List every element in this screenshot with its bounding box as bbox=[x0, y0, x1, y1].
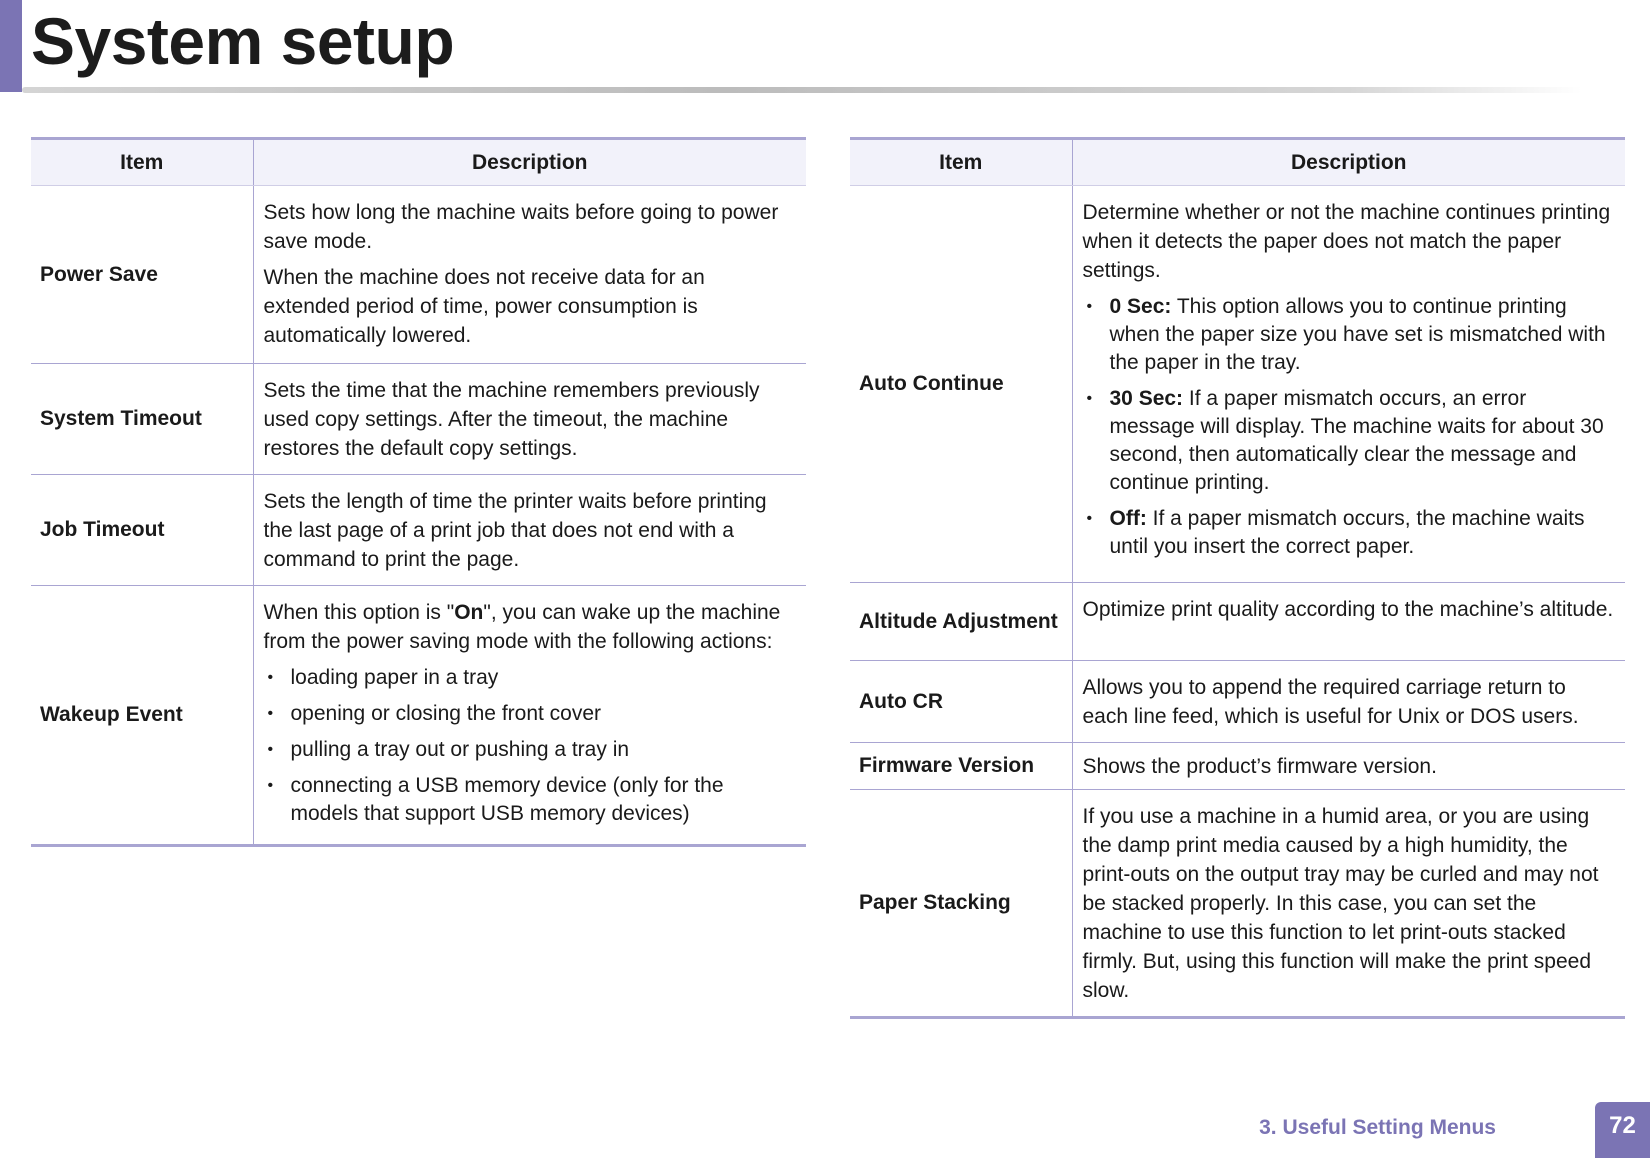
footer-section-label: 3. Useful Setting Menus bbox=[1259, 1116, 1496, 1139]
item-name: System Timeout bbox=[31, 364, 253, 475]
title-divider bbox=[22, 87, 1582, 93]
item-description bbox=[253, 186, 806, 364]
settings-table-left bbox=[31, 137, 806, 847]
page-number-badge: 72 bbox=[1595, 1102, 1650, 1158]
table-row-firmware-version bbox=[850, 743, 1625, 790]
column-header-description: Description bbox=[1072, 139, 1625, 186]
description-text: Allows you to append the required carriage return to each line feed, which is useful for Unix or DOS users. bbox=[1082, 676, 1579, 728]
item-description bbox=[1072, 790, 1625, 1018]
description-text: Sets the length of time the printer waits before printing the last page of a print job that does not end with a command to print the page. bbox=[263, 490, 767, 571]
description-text: Sets how long the machine waits before going to power save mode. bbox=[263, 201, 779, 253]
item-description bbox=[253, 364, 806, 475]
table-row-auto-continue bbox=[850, 186, 1625, 583]
table-row-job-timeout bbox=[31, 475, 806, 586]
item-name: Auto CR bbox=[850, 661, 1072, 743]
list-item: • opening or closing the front cover bbox=[264, 700, 797, 728]
item-name: Altitude Adjustment bbox=[850, 583, 1072, 661]
item-description bbox=[1072, 186, 1625, 583]
item-description bbox=[253, 475, 806, 586]
table-row-auto-cr bbox=[850, 661, 1625, 743]
description-text: Shows the product’s firmware version. bbox=[1082, 754, 1437, 778]
description-text: Optimize print quality according to the machine’s altitude. bbox=[1082, 598, 1614, 621]
option-term: 30 Sec: bbox=[1109, 387, 1184, 410]
table-row-power-save bbox=[31, 186, 806, 364]
table-row-wakeup-event bbox=[31, 586, 806, 846]
description-text: Sets the time that the machine remembers previously used copy settings. After the timeout, the machine restores the default copy settings. bbox=[263, 379, 760, 460]
item-description bbox=[1072, 743, 1625, 790]
page-title: System setup bbox=[31, 4, 455, 78]
option-value-on: On bbox=[454, 601, 484, 624]
list-item: • connecting a USB memory device (only for the models that support USB memory devices) bbox=[264, 772, 797, 828]
list-item: • pulling a tray out or pushing a tray in bbox=[264, 736, 797, 764]
table-row-system-timeout bbox=[31, 364, 806, 475]
list-item: • 30 Sec: If a paper mismatch occurs, an error message will display. The machine waits for about 30 second, then automatically clear the message and continue printing. bbox=[1083, 385, 1616, 497]
list-item: • loading paper in a tray bbox=[264, 664, 797, 692]
item-name: Auto Continue bbox=[850, 186, 1072, 583]
item-description bbox=[253, 586, 806, 846]
table-row-altitude-adjustment bbox=[850, 583, 1625, 661]
list-item: • 0 Sec: This option allows you to continue printing when the paper size you have set is mismatched with the paper in the tray. bbox=[1083, 293, 1616, 377]
description-text: When this option is "On", you can wake up the machine from the power saving mode with the following actions: bbox=[263, 601, 781, 653]
description-text: When the machine does not receive data for an extended period of time, power consumption is automatically lowered. bbox=[263, 266, 705, 347]
column-header-description: Description bbox=[253, 139, 806, 186]
option-list bbox=[1083, 293, 1616, 561]
table-row-paper-stacking bbox=[850, 790, 1625, 1018]
item-name: Power Save bbox=[31, 186, 253, 364]
title-accent-bar bbox=[0, 0, 22, 92]
item-name: Firmware Version bbox=[850, 743, 1072, 790]
option-term: Off: bbox=[1109, 507, 1147, 530]
option-term: 0 Sec: bbox=[1109, 295, 1172, 318]
column-header-item: Item bbox=[850, 139, 1072, 186]
item-description bbox=[1072, 661, 1625, 743]
description-text: Determine whether or not the machine continues printing when it detects the paper does not match the paper settings. bbox=[1082, 201, 1611, 282]
table-header-row bbox=[31, 139, 806, 186]
item-name: Wakeup Event bbox=[31, 586, 253, 846]
description-text: If you use a machine in a humid area, or you are using the damp print media caused by a high humidity, the print-outs on the output tray may be curled and may not be stacked properly. In this case, you can set the machine to use this function to let print-outs stacked firmly. But, using this function will make the print speed slow. bbox=[1082, 805, 1599, 1002]
item-name: Paper Stacking bbox=[850, 790, 1072, 1018]
item-description bbox=[1072, 583, 1625, 661]
wakeup-actions-list bbox=[264, 664, 797, 828]
list-item: • Off: If a paper mismatch occurs, the machine waits until you insert the correct paper. bbox=[1083, 505, 1616, 561]
settings-table-right bbox=[850, 137, 1625, 1019]
item-name: Job Timeout bbox=[31, 475, 253, 586]
table-header-row bbox=[850, 139, 1625, 186]
column-header-item: Item bbox=[31, 139, 253, 186]
